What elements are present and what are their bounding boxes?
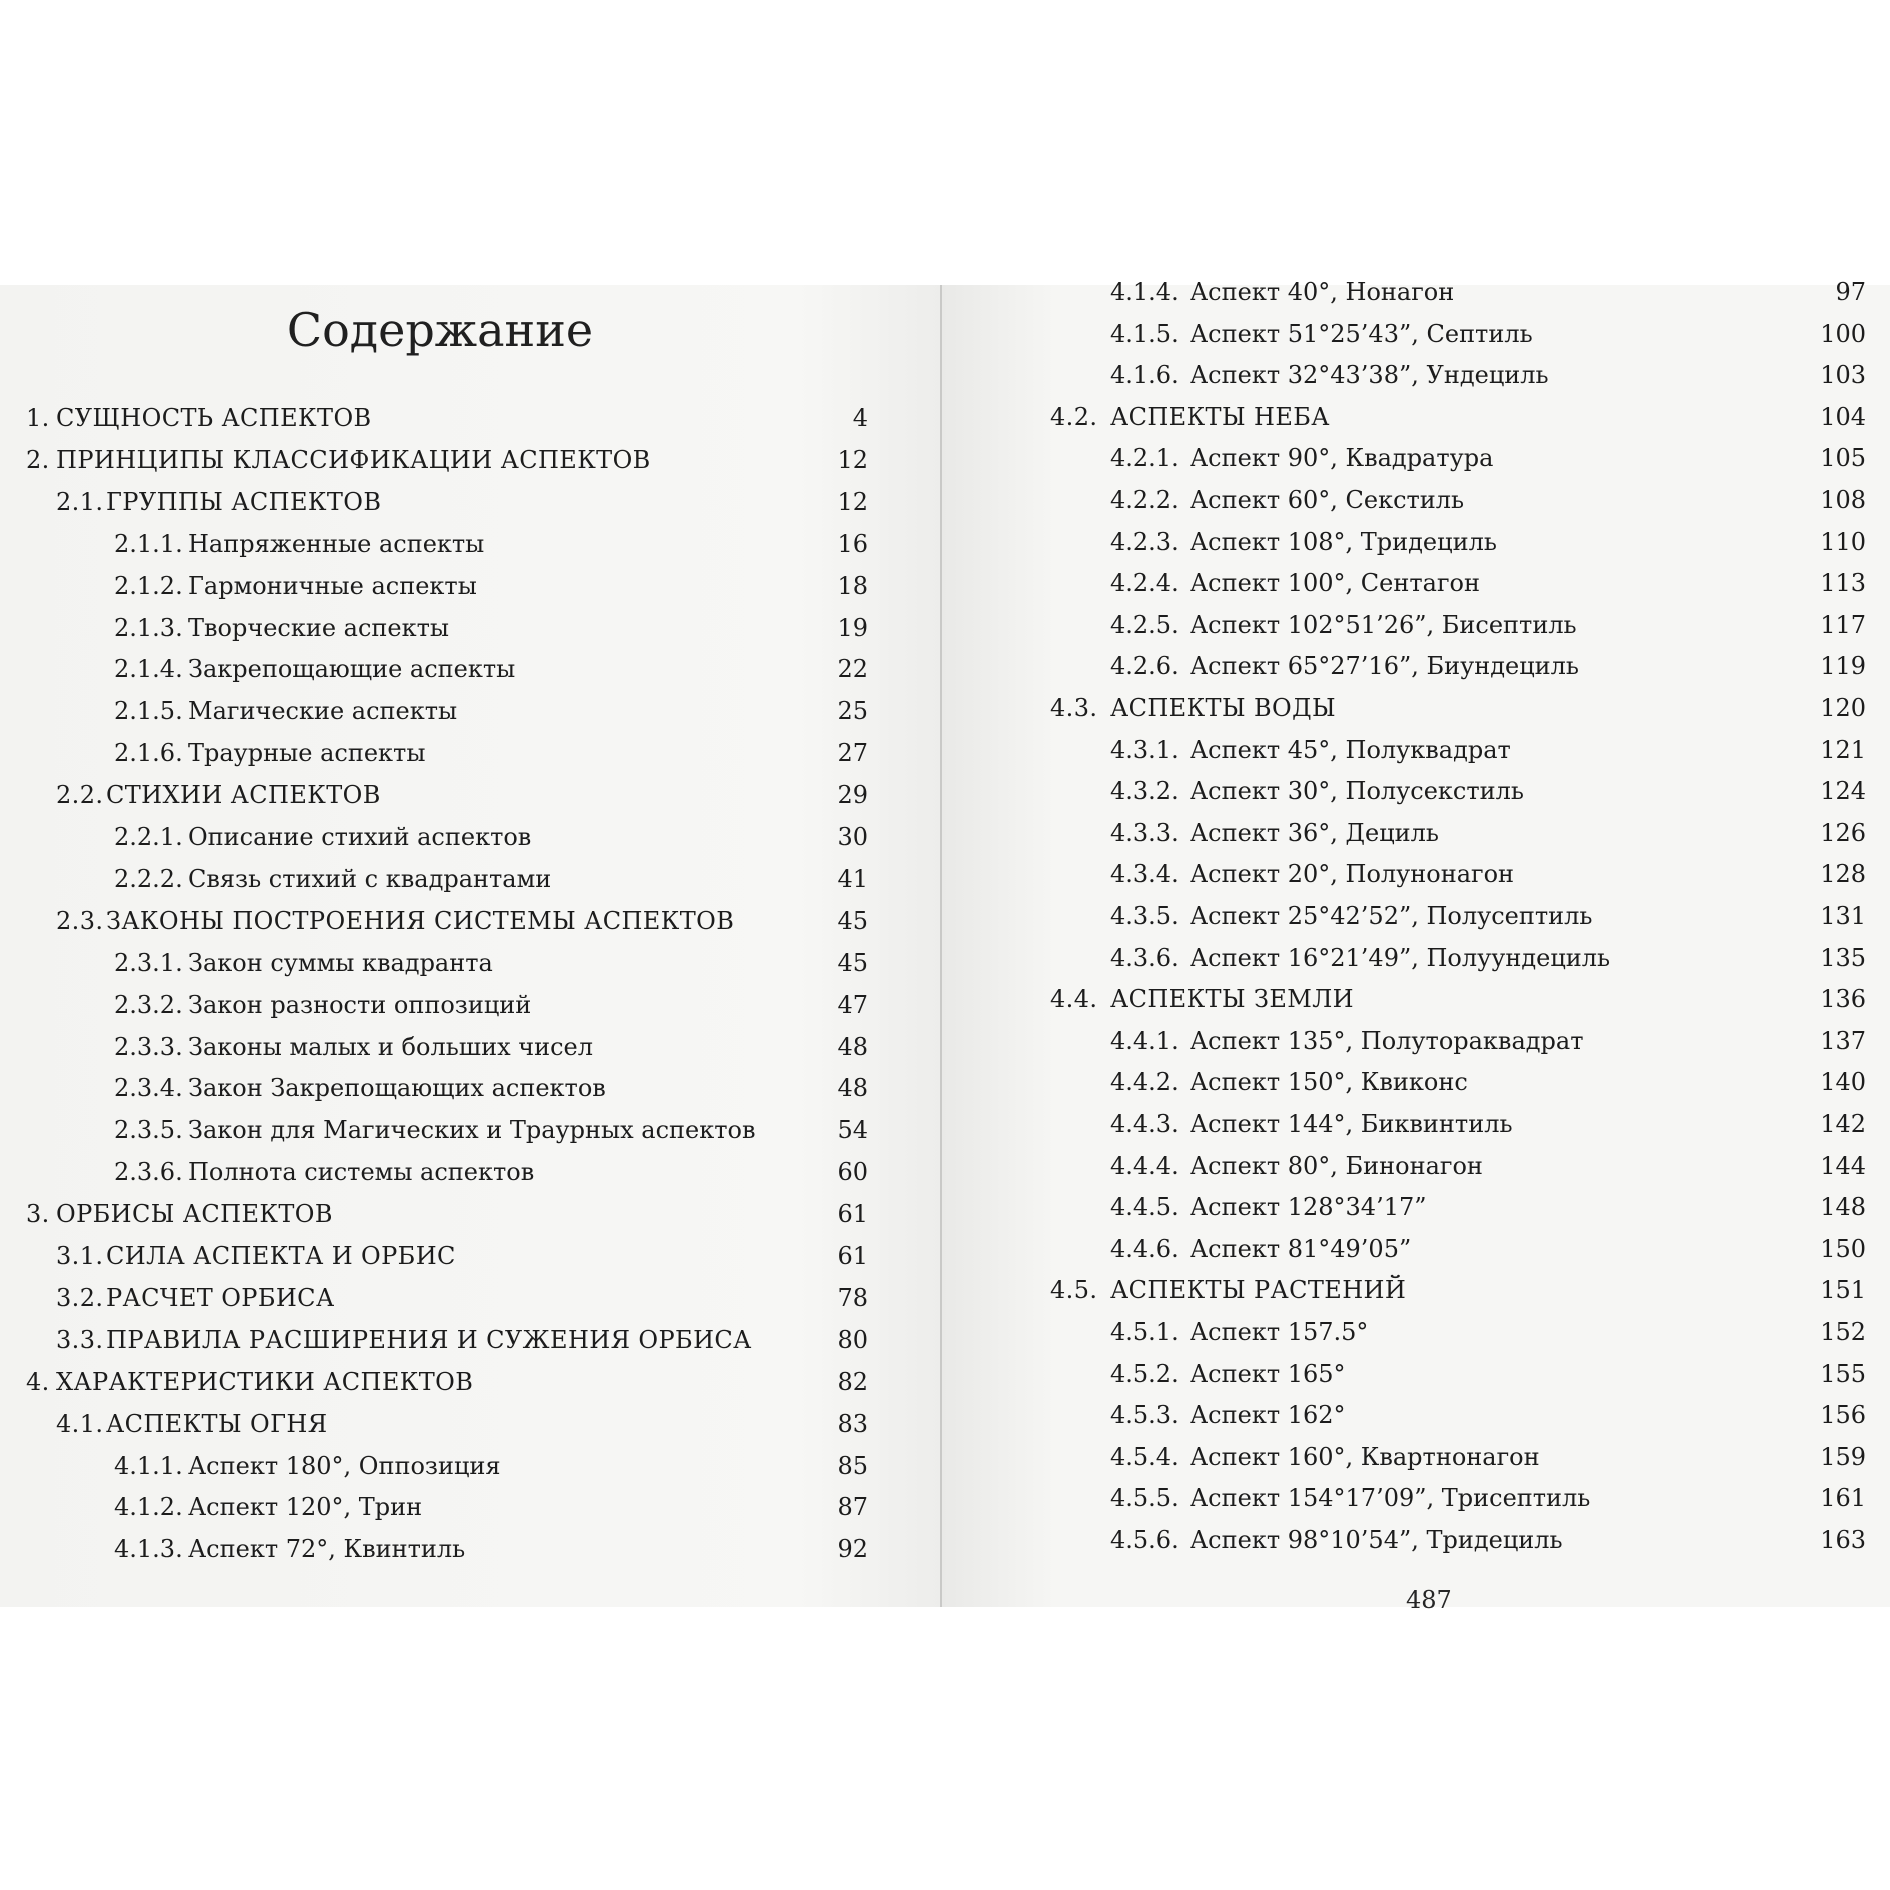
toc-entry-page: 61 (837, 1242, 868, 1270)
toc-entry (942, 521, 1890, 563)
page-title: Содержание (286, 303, 594, 357)
toc-entry (0, 1235, 940, 1277)
toc-entry-page: 18 (837, 571, 868, 600)
toc-entry-number: 3.1. (56, 1242, 104, 1270)
toc-entry-number: 2.1.3. (114, 613, 183, 642)
toc-entry-title: Полнота системы аспектов (188, 1158, 535, 1187)
toc-entry (942, 271, 1890, 313)
toc-entry-page: 159 (1820, 1442, 1866, 1471)
toc-entry (0, 1528, 940, 1570)
toc-entry-page: 85 (837, 1451, 868, 1480)
toc-entry-title: РАСЧЕТ ОРБИСА (106, 1283, 335, 1312)
toc-entry (942, 1394, 1890, 1436)
toc-entry-title: Аспект 72°, Квинтиль (188, 1535, 466, 1564)
toc-entry-page: 92 (837, 1535, 868, 1564)
toc-entry-number: 3.3. (56, 1325, 104, 1354)
toc-entry-page: 87 (837, 1493, 868, 1522)
toc-entry-number: 4.2. (1050, 402, 1098, 431)
toc-entry-number: 4.3.4. (1110, 860, 1179, 889)
toc-entry (942, 812, 1890, 854)
toc-entry-number: 4.5.3. (1110, 1401, 1179, 1430)
toc-entry-number: 2.3.1. (114, 948, 183, 977)
toc-entry (0, 439, 940, 481)
toc-entry (0, 984, 940, 1026)
toc-entry-number: 4.1.4. (1110, 278, 1179, 306)
toc-entry-number: 4.3. (1050, 694, 1098, 722)
toc-entry (0, 732, 940, 774)
toc-entry-number: 4.5.5. (1110, 1484, 1179, 1513)
toc-entry-page: 103 (1820, 361, 1866, 390)
toc-entry-page: 120 (1820, 694, 1866, 722)
toc-entry-title: АСПЕКТЫ ВОДЫ (1110, 694, 1337, 722)
toc-entry-title: Аспект 36°, Дециль (1190, 818, 1439, 847)
toc-entry-title: Аспект 150°, Квиконс (1190, 1068, 1468, 1097)
toc-entry-title: Аспект 40°, Нонагон (1190, 278, 1455, 306)
toc-entry-page: 128 (1820, 860, 1866, 889)
toc-entry-page: 105 (1820, 444, 1866, 473)
toc-entry-number: 2.1.5. (114, 697, 183, 726)
toc-entry-number: 2.2. (56, 781, 104, 810)
toc-entry-number: 4.1.1. (114, 1451, 183, 1480)
toc-entry (0, 397, 940, 439)
toc-entry-page: 4 (852, 404, 868, 432)
toc-entry-title: Аспект 65°27’16”, Биундециль (1190, 652, 1579, 681)
toc-entry-page: 104 (1820, 402, 1866, 431)
toc-entry-title: ЗАКОНЫ ПОСТРОЕНИЯ СИСТЕМЫ АСПЕКТОВ (106, 906, 735, 935)
toc-entry-title: Описание стихий аспектов (188, 823, 532, 851)
toc-entry (0, 607, 940, 649)
toc-entry-title: Связь стихий с квадрантами (188, 864, 552, 893)
toc-entry (942, 1103, 1890, 1145)
toc-entry-title: Аспект 144°, Биквинтиль (1190, 1110, 1513, 1138)
toc-entry-page: 30 (837, 823, 868, 851)
toc-entry-number: 4.2.2. (1110, 486, 1179, 514)
toc-entry-page: 155 (1820, 1359, 1866, 1388)
toc-entry-number: 4.1.2. (114, 1493, 183, 1522)
toc-entry-page: 113 (1820, 569, 1866, 598)
toc-entry-number: 2.1.6. (114, 739, 183, 768)
toc-entry-number: 4.4.6. (1110, 1234, 1179, 1263)
toc-entry-page: 150 (1820, 1234, 1866, 1263)
left-page (0, 285, 940, 1607)
toc-entry (942, 1353, 1890, 1395)
toc-entry-page: 61 (837, 1200, 868, 1229)
toc-entry-page: 80 (837, 1325, 868, 1354)
toc-entry-page: 48 (837, 1032, 868, 1061)
toc-entry-number: 4.3.3. (1110, 818, 1179, 847)
toc-entry (942, 770, 1890, 812)
toc-entry (0, 1403, 940, 1445)
toc-entry-number: 2.3.2. (114, 990, 183, 1019)
toc-entry-number: 4.1.6. (1110, 361, 1179, 390)
toc-entry-page: 29 (837, 781, 868, 810)
toc-entry-page: 156 (1820, 1401, 1866, 1430)
toc-entry-title: АСПЕКТЫ НЕБА (1110, 402, 1330, 431)
toc-entry-number: 4.3.2. (1110, 777, 1179, 806)
toc-entry-page: 163 (1820, 1526, 1866, 1554)
toc-entry (0, 942, 940, 984)
toc-entry-title: Закон суммы квадранта (188, 948, 493, 977)
toc-entry-title: Аспект 102°51’26”, Бисептиль (1190, 610, 1577, 639)
toc-entry (0, 816, 940, 858)
toc-entry-title: Аспект 165° (1190, 1359, 1346, 1388)
toc-entry (942, 1519, 1890, 1561)
toc-entry (942, 937, 1890, 979)
toc-entry-number: 4.4.1. (1110, 1026, 1179, 1055)
toc-entry-page: 137 (1820, 1026, 1866, 1055)
toc-entry-page: 126 (1820, 818, 1866, 847)
toc-entry-number: 2.1.2. (114, 571, 183, 600)
toc-entry (942, 895, 1890, 937)
toc-entry-number: 2.1.1. (114, 529, 183, 558)
toc-entry-page: 27 (837, 739, 868, 768)
toc-entry-title: СУЩНОСТЬ АСПЕКТОВ (56, 404, 372, 432)
toc-entry-number: 4.3.6. (1110, 943, 1179, 972)
toc-entry-title: Аспект 108°, Тридециль (1190, 527, 1497, 556)
toc-entry-page: 45 (837, 906, 868, 935)
toc-entry-number: 4.5.2. (1110, 1359, 1179, 1388)
toc-entry-number: 4.4.4. (1110, 1151, 1179, 1180)
toc-entry (0, 690, 940, 732)
toc-entry-page: 121 (1820, 735, 1866, 764)
toc-entry (942, 604, 1890, 646)
toc-entry-page: 12 (837, 487, 868, 516)
toc-entry-page: 148 (1820, 1193, 1866, 1222)
toc-entry-page: 48 (837, 1074, 868, 1103)
toc-entry-number: 2.1. (56, 487, 104, 516)
toc-entry (0, 1109, 940, 1151)
toc-entry-page: 135 (1820, 943, 1866, 972)
toc-entry (942, 1311, 1890, 1353)
toc-entry-page: 47 (837, 990, 868, 1019)
toc-entry-page: 140 (1820, 1068, 1866, 1097)
toc-entry-title: Закон разности оппозиций (188, 990, 532, 1019)
toc-entry-title: СТИХИИ АСПЕКТОВ (106, 781, 381, 810)
toc-entry-title: Аспект 128°34’17” (1190, 1193, 1427, 1222)
toc-entry-title: Гармоничные аспекты (188, 571, 477, 600)
toc-entry (942, 1436, 1890, 1478)
right-page (942, 278, 1890, 1607)
toc-entry-page: 22 (837, 655, 868, 684)
toc-entry-title: Закрепощающие аспекты (188, 655, 516, 684)
toc-entry-title: АСПЕКТЫ ОГНЯ (106, 1409, 328, 1438)
toc-entry-title: Аспект 160°, Квартнонагон (1190, 1442, 1540, 1471)
toc-entry-title: Аспект 98°10’54”, Тридециль (1190, 1526, 1563, 1554)
toc-entry-number: 4.2.5. (1110, 610, 1179, 639)
toc-entry (0, 774, 940, 816)
toc-entry (0, 1277, 940, 1319)
toc-entry (0, 648, 940, 690)
toc-entry-page: 97 (1835, 278, 1866, 306)
toc-entry-number: 4.2.4. (1110, 569, 1179, 598)
toc-entry-title: Аспект 30°, Полусекстиль (1190, 777, 1524, 806)
toc-entry-title: Аспект 45°, Полуквадрат (1190, 735, 1511, 764)
toc-entry-number: 2.2.1. (114, 823, 183, 851)
toc-entry-number: 2.3.6. (114, 1158, 183, 1187)
toc-entry (0, 481, 940, 523)
toc-entry (942, 1145, 1890, 1187)
toc-entry (942, 479, 1890, 521)
toc-entry (942, 978, 1890, 1020)
toc-entry-number: 2.2.2. (114, 864, 183, 893)
toc-entry-page: 151 (1820, 1276, 1866, 1305)
toc-entry-title: Аспект 80°, Бинонагон (1190, 1151, 1483, 1180)
toc-entry-title: Аспект 25°42’52”, Полусептиль (1190, 902, 1593, 930)
toc-entry-number: 2. (26, 445, 50, 474)
toc-entry-title: Аспект 51°25’43”, Септиль (1190, 319, 1533, 348)
toc-entry-title: Аспект 180°, Оппозиция (188, 1451, 501, 1480)
toc-entry-page: 25 (837, 697, 868, 726)
toc-entry (0, 1026, 940, 1068)
toc-entry-title: Аспект 154°17’09”, Трисептиль (1190, 1484, 1591, 1513)
toc-entry-number: 4.5.6. (1110, 1526, 1179, 1554)
toc-entry (0, 858, 940, 900)
toc-entry (942, 354, 1890, 396)
toc-entry-title: ПРАВИЛА РАСШИРЕНИЯ И СУЖЕНИЯ ОРБИСА (106, 1325, 752, 1354)
book-spread (0, 278, 1890, 1614)
toc-entry (942, 437, 1890, 479)
toc-entry-title: Закон для Магических и Траурных аспектов (188, 1116, 756, 1145)
toc-entry-title: Аспект 162° (1190, 1401, 1346, 1430)
toc-entry-number: 4.4.5. (1110, 1193, 1179, 1222)
toc-entry-title: ГРУППЫ АСПЕКТОВ (106, 487, 382, 516)
toc-entry-title: ПРИНЦИПЫ КЛАССИФИКАЦИИ АСПЕКТОВ (56, 445, 651, 474)
toc-entry (0, 1151, 940, 1193)
toc-entry-title: Творческие аспекты (188, 613, 449, 642)
toc-entry-page: 83 (837, 1409, 868, 1438)
toc-entry (942, 1061, 1890, 1103)
toc-entry-page: 142 (1820, 1110, 1866, 1138)
toc-entry-title: Аспект 120°, Трин (188, 1493, 423, 1522)
toc-entry-title: ХАРАКТЕРИСТИКИ АСПЕКТОВ (56, 1367, 474, 1396)
toc-entry-number: 2.3.4. (114, 1074, 183, 1103)
toc-entry-title: Магические аспекты (188, 697, 458, 726)
toc-entry-title: СИЛА АСПЕКТА И ОРБИС (106, 1242, 456, 1270)
toc-entry-page: 41 (837, 864, 868, 893)
toc-entry-page: 152 (1820, 1318, 1866, 1346)
toc-entry-number: 4.2.6. (1110, 652, 1179, 681)
toc-entry-page: 119 (1820, 652, 1866, 681)
toc-entry-title: Аспект 157.5° (1190, 1318, 1369, 1346)
toc-entry-number: 2.3.3. (114, 1032, 183, 1061)
toc-entry (942, 853, 1890, 895)
toc-entry-number: 4.4.2. (1110, 1068, 1179, 1097)
toc-entry (942, 1186, 1890, 1228)
toc-entry-title: Аспект 32°43’38”, Ундециль (1190, 361, 1549, 390)
toc-entry-page: 136 (1820, 985, 1866, 1014)
page-number: 487 (1406, 1586, 1452, 1614)
toc-entry-title: Аспект 90°, Квадратура (1190, 444, 1494, 473)
toc-entry (0, 1486, 940, 1528)
toc-entry-title: Закон Закрепощающих аспектов (188, 1074, 606, 1103)
toc-entry-title: АСПЕКТЫ ЗЕМЛИ (1110, 985, 1355, 1014)
toc-entry-page: 78 (837, 1283, 868, 1312)
toc-entry-page: 16 (837, 529, 868, 558)
toc-entry-title: Аспект 20°, Полунонагон (1190, 860, 1515, 889)
toc-entry-number: 3. (26, 1200, 50, 1229)
toc-entry-title: Аспект 81°49’05” (1190, 1234, 1412, 1263)
toc-entry-title: Аспект 16°21’49”, Полуундециль (1190, 943, 1611, 972)
toc-entry-title: АСПЕКТЫ РАСТЕНИЙ (1110, 1276, 1407, 1305)
toc-entry-page: 131 (1820, 902, 1866, 930)
toc-entry-number: 4.1. (56, 1409, 104, 1438)
toc-entry-number: 2.3.5. (114, 1116, 183, 1145)
toc-entry-number: 4.2.3. (1110, 527, 1179, 556)
toc-entry (0, 1361, 940, 1403)
toc-entry-page: 12 (837, 445, 868, 474)
toc-entry-number: 2.1.4. (114, 655, 183, 684)
toc-entry-number: 4.5. (1050, 1276, 1098, 1305)
toc-entry-number: 4. (26, 1367, 50, 1396)
toc-entry (942, 562, 1890, 604)
toc-entry (0, 1319, 940, 1361)
toc-entry (0, 1067, 940, 1109)
toc-entry-title: Аспект 60°, Секстиль (1190, 486, 1465, 514)
toc-entry-title: ОРБИСЫ АСПЕКТОВ (56, 1200, 333, 1229)
toc-entry-number: 3.2. (56, 1283, 104, 1312)
toc-entry-number: 4.5.4. (1110, 1442, 1179, 1471)
toc-entry (942, 687, 1890, 729)
toc-entry (942, 1269, 1890, 1311)
toc-entry-number: 2.3. (56, 906, 104, 935)
toc-entry-page: 117 (1820, 610, 1866, 639)
toc-entry-page: 161 (1820, 1484, 1866, 1513)
toc-entry (0, 1445, 940, 1487)
toc-entry-page: 144 (1820, 1151, 1866, 1180)
toc-entry-page: 19 (837, 613, 868, 642)
toc-entry-number: 4.3.5. (1110, 902, 1179, 930)
toc-entry-number: 4.2.1. (1110, 444, 1179, 473)
toc-entry (942, 1477, 1890, 1519)
toc-entry (0, 523, 940, 565)
toc-entry-title: Напряженные аспекты (188, 529, 485, 558)
toc-entry-page: 108 (1820, 486, 1866, 514)
toc-entry-page: 54 (837, 1116, 868, 1145)
toc-entry-number: 4.1.3. (114, 1535, 183, 1564)
toc-entry-number: 4.1.5. (1110, 319, 1179, 348)
toc-entry (942, 1228, 1890, 1270)
toc-entry-title: Траурные аспекты (188, 739, 426, 768)
toc-entry-page: 60 (837, 1158, 868, 1187)
toc-entry (942, 729, 1890, 771)
toc-entry (942, 396, 1890, 438)
toc-entry (0, 565, 940, 607)
toc-entry-page: 124 (1820, 777, 1866, 806)
toc-entry-number: 1. (26, 404, 50, 432)
toc-entry-number: 4.4.3. (1110, 1110, 1179, 1138)
toc-entry-number: 4.4. (1050, 985, 1098, 1014)
toc-entry-page: 82 (837, 1367, 868, 1396)
toc-entry-number: 4.3.1. (1110, 735, 1179, 764)
toc-entry-page: 45 (837, 948, 868, 977)
toc-entry-page: 100 (1820, 319, 1866, 348)
toc-entry-title: Законы малых и больших чисел (188, 1032, 593, 1061)
toc-entry (942, 313, 1890, 355)
toc-entry-title: Аспект 135°, Полутораквадрат (1190, 1026, 1584, 1055)
toc-entry-page: 110 (1820, 527, 1866, 556)
toc-entry-number: 4.5.1. (1110, 1318, 1179, 1346)
toc-entry (0, 900, 940, 942)
toc-entry-title: Аспект 100°, Сентагон (1190, 569, 1480, 598)
toc-entry (942, 645, 1890, 687)
toc-entry (0, 1193, 940, 1235)
toc-entry (942, 1020, 1890, 1062)
